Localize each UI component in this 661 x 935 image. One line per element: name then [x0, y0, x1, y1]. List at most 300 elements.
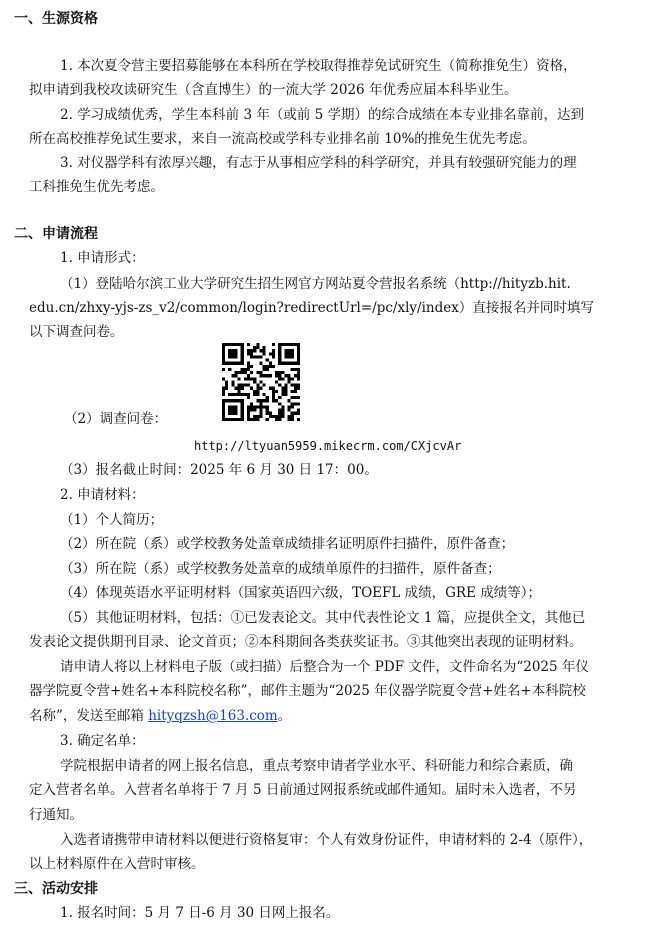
qr-module: [284, 374, 287, 377]
qr-module: [241, 412, 244, 415]
qr-module: [222, 352, 225, 355]
paragraph-line: 请申请人将以上材料电子版（或扫描）后整合为一个 PDF 文件，文件命名为“2025 年仪: [60, 659, 589, 675]
qr-module: [228, 418, 231, 421]
qr-module: [263, 368, 266, 371]
qr-module: [291, 355, 294, 358]
section-heading-eligibility: 一、生源资格: [14, 11, 98, 27]
qr-module: [222, 412, 225, 415]
qr-module: [259, 349, 262, 352]
paragraph-line: 2. 学习成绩优秀，学生本科前 3 年（或前 5 学期）的综合成绩在本专业排名靠前，达到: [60, 107, 585, 123]
qr-module: [231, 393, 234, 396]
qr-module: [238, 390, 241, 393]
qr-module: [269, 374, 272, 377]
qr-module: [244, 368, 247, 371]
qr-module: [297, 418, 300, 421]
paragraph-line: 工科推免生优先考虑。: [29, 179, 164, 195]
qr-module: [234, 349, 237, 352]
paragraph-line: （1）登陆哈尔滨工业大学研究生招生网官方网站夏令营报名系统（http://hityzb.hit.: [60, 276, 571, 292]
qr-module: [228, 343, 231, 346]
deadline-line: （3）报名截止时间：2025 年 6 月 30 日 17：00。: [60, 462, 378, 478]
qr-module: [275, 390, 278, 393]
qr-module: [256, 393, 259, 396]
qr-module: [256, 418, 259, 421]
qr-module: [222, 418, 225, 421]
qr-module: [222, 387, 225, 390]
qr-module: [244, 393, 247, 396]
qr-module: [234, 352, 237, 355]
qr-module: [266, 365, 269, 368]
qr-module: [228, 368, 231, 371]
qr-module: [241, 393, 244, 396]
paragraph-line: 1. 报名时间：5 月 7 日-6 月 30 日网上报名。: [60, 905, 340, 921]
qr-module: [272, 393, 275, 396]
qr-module: [281, 393, 284, 396]
qr-module: [250, 349, 253, 352]
qr-module: [288, 380, 291, 383]
submission-text: 名称”，发送至邮箱: [29, 708, 149, 724]
qr-module: [297, 387, 300, 390]
qr-module: [234, 355, 237, 358]
qr-module: [247, 343, 250, 346]
qr-module: [291, 362, 294, 365]
paragraph-line: 以下调查问卷。: [29, 324, 124, 340]
qr-module: [272, 343, 275, 346]
qr-module: [272, 349, 275, 352]
subsection-title: 3. 确定名单：: [60, 733, 145, 749]
qr-module: [231, 405, 234, 408]
section-heading-application-process: 二、申请流程: [14, 226, 98, 242]
qr-module: [263, 374, 266, 377]
material-item: （2）所在院（系）或学校教务处盖章成绩排名证明原件扫描件，原件备查；: [60, 536, 515, 552]
qr-module: [250, 377, 253, 380]
material-item: （4）体现英语水平证明材料（国家英语四六级，TOEFL 成绩，GRE 成绩等）；: [60, 585, 541, 601]
qr-module: [247, 362, 250, 365]
qr-module: [288, 418, 291, 421]
qr-module: [278, 415, 281, 418]
qr-module: [278, 362, 281, 365]
qr-module: [278, 349, 281, 352]
qr-module: [222, 343, 225, 346]
qr-module: [241, 384, 244, 387]
qr-module: [241, 362, 244, 365]
submission-text: 。: [277, 708, 292, 724]
qr-module: [281, 362, 284, 365]
qr-module: [266, 374, 269, 377]
qr-module: [231, 349, 234, 352]
qr-module: [244, 384, 247, 387]
qr-module: [234, 371, 237, 374]
qr-module: [256, 343, 259, 346]
qr-module: [222, 409, 225, 412]
qr-module: [241, 405, 244, 408]
qr-module: [247, 393, 250, 396]
qr-module: [269, 415, 272, 418]
qr-module: [238, 384, 241, 387]
paragraph-line: 3. 对仪器学科有浓厚兴趣，有志于从事相应学科的科学研究，并具有较强研究能力的理: [60, 155, 577, 171]
qr-module: [291, 396, 294, 399]
qr-module: [238, 393, 241, 396]
qr-module: [222, 393, 225, 396]
qr-module: [228, 412, 231, 415]
qr-module: [241, 349, 244, 352]
qr-module: [259, 405, 262, 408]
qr-module: [284, 362, 287, 365]
qr-module: [256, 415, 259, 418]
qr-module: [266, 399, 269, 402]
qr-module: [291, 415, 294, 418]
qr-module: [231, 412, 234, 415]
qr-module: [250, 352, 253, 355]
qr-module: [291, 390, 294, 393]
qr-module: [297, 371, 300, 374]
qr-module: [291, 412, 294, 415]
qr-module: [278, 343, 281, 346]
qr-module: [272, 399, 275, 402]
qr-module: [247, 412, 250, 415]
qr-module: [247, 374, 250, 377]
qr-module: [263, 384, 266, 387]
qr-module: [278, 352, 281, 355]
qr-module: [250, 405, 253, 408]
qr-module: [225, 384, 228, 387]
qr-module: [253, 377, 256, 380]
qr-module: [278, 359, 281, 362]
qr-module: [281, 405, 284, 408]
qr-module: [275, 415, 278, 418]
qr-module: [259, 374, 262, 377]
qr-module: [272, 387, 275, 390]
qr-module: [231, 352, 234, 355]
qr-module: [284, 393, 287, 396]
qr-module: [263, 346, 266, 349]
qr-module: [253, 390, 256, 393]
qr-module: [241, 402, 244, 405]
material-item: 发表论文提供期刊目录、论文首页；②本科期间各类获奖证书。③其他突出表现的证明材料。: [29, 634, 583, 650]
qr-module: [297, 343, 300, 346]
qr-module: [225, 380, 228, 383]
qr-module: [244, 371, 247, 374]
paragraph-line: 1. 本次夏令营主要招募能够在本科所在学校取得推荐免试研究生（简称推免生）资格，: [60, 58, 577, 74]
qr-module: [297, 402, 300, 405]
qr-module: [281, 412, 284, 415]
paragraph-line: 器学院夏令营+姓名+本科院校名称”，邮件主题为“2025 年仪器学院夏令营+姓名+本科院校: [29, 683, 586, 699]
paragraph-line: 定入营者名单。入营者名单将于 7 月 5 日前通过网报系统或邮件通知。届时未入选者，不另: [29, 782, 577, 798]
qr-module: [288, 374, 291, 377]
qr-module: [278, 355, 281, 358]
qr-module: [281, 409, 284, 412]
qr-module: [250, 402, 253, 405]
qr-module: [294, 374, 297, 377]
qr-module: [266, 359, 269, 362]
qr-module: [256, 346, 259, 349]
paragraph-line: 拟申请到我校攻读研究生（含直博生）的一流大学 2026 年优秀应届本科毕业生。: [29, 82, 518, 98]
qr-module: [278, 371, 281, 374]
qr-module: [222, 402, 225, 405]
email-link[interactable]: hityqzsh@163.com: [148, 708, 278, 724]
qr-module: [247, 418, 250, 421]
qr-module: [256, 384, 259, 387]
qr-module: [231, 343, 234, 346]
qr-module: [234, 399, 237, 402]
qr-module: [247, 377, 250, 380]
qr-module: [288, 362, 291, 365]
qr-module: [288, 349, 291, 352]
qr-module: [256, 387, 259, 390]
qr-module: [291, 405, 294, 408]
qr-module: [222, 346, 225, 349]
qr-module: [234, 374, 237, 377]
qr-module: [222, 390, 225, 393]
qr-module: [297, 396, 300, 399]
qr-module: [259, 415, 262, 418]
qr-module: [272, 365, 275, 368]
qr-module: [294, 368, 297, 371]
qr-module: [266, 412, 269, 415]
qr-module: [288, 409, 291, 412]
subsection-title: 2. 申请材料：: [60, 487, 145, 503]
qr-module: [228, 405, 231, 408]
qr-module: [247, 349, 250, 352]
qr-module: [263, 365, 266, 368]
qr-module: [294, 412, 297, 415]
qr-module: [275, 399, 278, 402]
qr-module: [266, 418, 269, 421]
qr-module: [250, 355, 253, 358]
qr-module: [272, 415, 275, 418]
qr-module: [284, 390, 287, 393]
qr-module: [297, 346, 300, 349]
qr-module: [228, 355, 231, 358]
paragraph-line: 学院根据申请者的网上报名信息，重点考察申请者学业水平、科研能力和综合素质，确: [60, 758, 573, 774]
qr-module: [250, 387, 253, 390]
qr-module: [294, 362, 297, 365]
qr-module: [291, 377, 294, 380]
qr-module: [278, 412, 281, 415]
qr-module: [253, 409, 256, 412]
qr-module: [284, 349, 287, 352]
qr-module: [259, 402, 262, 405]
survey-label: （2）调查问卷：: [64, 411, 168, 427]
paragraph-line: 行通知。: [29, 807, 83, 823]
qr-module: [253, 380, 256, 383]
qr-module: [278, 396, 281, 399]
qr-module: [247, 415, 250, 418]
qr-module: [234, 409, 237, 412]
qr-module: [253, 355, 256, 358]
qr-module: [288, 377, 291, 380]
qr-module: [297, 374, 300, 377]
qr-module: [291, 368, 294, 371]
qr-module: [297, 349, 300, 352]
qr-module: [222, 368, 225, 371]
qr-module: [247, 368, 250, 371]
qr-module: [241, 352, 244, 355]
qr-module: [278, 409, 281, 412]
qr-module: [241, 368, 244, 371]
qr-module: [294, 390, 297, 393]
qr-module: [259, 412, 262, 415]
qr-module: [222, 362, 225, 365]
qr-module: [259, 355, 262, 358]
qr-module: [241, 346, 244, 349]
qr-module: [238, 377, 241, 380]
qr-module: [288, 355, 291, 358]
qr-module: [269, 365, 272, 368]
qr-module: [259, 380, 262, 383]
qr-module: [278, 346, 281, 349]
qr-module: [241, 418, 244, 421]
material-item: （5）其他证明材料，包括：①已发表论文。其中代表性论文 1 篇，应提供全文，其他已: [60, 610, 586, 626]
qr-module: [278, 402, 281, 405]
qr-module: [281, 377, 284, 380]
qr-module: [275, 418, 278, 421]
qr-module: [222, 405, 225, 408]
qr-module: [225, 418, 228, 421]
qr-module: [288, 415, 291, 418]
qr-module: [278, 384, 281, 387]
qr-module: [263, 399, 266, 402]
qr-module: [294, 402, 297, 405]
qr-module: [256, 371, 259, 374]
paragraph-line: [29, 706, 291, 726]
qr-module: [266, 405, 269, 408]
qr-module: [253, 415, 256, 418]
qr-module: [228, 409, 231, 412]
qr-module: [234, 418, 237, 421]
qr-module: [266, 396, 269, 399]
qr-module: [256, 405, 259, 408]
qr-module: [234, 405, 237, 408]
qr-module: [247, 365, 250, 368]
qr-module: [256, 399, 259, 402]
qr-module: [231, 374, 234, 377]
qr-module: [278, 377, 281, 380]
qr-module: [238, 362, 241, 365]
qr-module: [241, 415, 244, 418]
paragraph-line: 入选者请携带申请材料以便进行资格复审：个人有效身份证件，申请材料的 2-4（原件），: [60, 832, 593, 848]
qr-module: [241, 359, 244, 362]
qr-module: [288, 399, 291, 402]
qr-module: [297, 377, 300, 380]
qr-module: [291, 384, 294, 387]
qr-module: [263, 393, 266, 396]
qr-module: [241, 399, 244, 402]
qr-module: [222, 399, 225, 402]
qr-module: [297, 352, 300, 355]
qr-module: [259, 409, 262, 412]
qr-module: [222, 359, 225, 362]
qr-module: [284, 387, 287, 390]
qr-module: [275, 374, 278, 377]
qr-module: [225, 387, 228, 390]
qr-module: [263, 405, 266, 408]
qr-module: [234, 393, 237, 396]
qr-module: [244, 377, 247, 380]
qr-module: [241, 409, 244, 412]
qr-module: [225, 343, 228, 346]
qr-module: [228, 393, 231, 396]
qr-module: [222, 377, 225, 380]
qr-module: [263, 352, 266, 355]
qr-module: [228, 352, 231, 355]
qr-module: [291, 352, 294, 355]
qr-module: [288, 352, 291, 355]
qr-module: [222, 415, 225, 418]
qr-module: [259, 387, 262, 390]
qr-module: [272, 396, 275, 399]
qr-module: [281, 387, 284, 390]
qr-module: [278, 374, 281, 377]
qr-module: [234, 412, 237, 415]
qr-module: [297, 362, 300, 365]
qr-module: [247, 384, 250, 387]
qr-module: [259, 399, 262, 402]
qr-module: [253, 349, 256, 352]
qr-module: [228, 349, 231, 352]
qr-module: [294, 343, 297, 346]
qr-module: [228, 399, 231, 402]
qr-module: [272, 390, 275, 393]
qr-module: [291, 349, 294, 352]
qr-module: [281, 390, 284, 393]
qr-module: [266, 368, 269, 371]
qr-module: [297, 409, 300, 412]
qr-module: [288, 343, 291, 346]
qr-module: [259, 362, 262, 365]
qr-module: [238, 343, 241, 346]
qr-module: [297, 412, 300, 415]
qr-module: [294, 384, 297, 387]
qr-module: [238, 418, 241, 421]
qr-module: [253, 393, 256, 396]
qr-module: [231, 384, 234, 387]
qr-module: [288, 405, 291, 408]
qr-module: [247, 396, 250, 399]
qr-module: [253, 418, 256, 421]
qr-module: [275, 371, 278, 374]
qr-module: [231, 362, 234, 365]
qr-module: [231, 409, 234, 412]
qr-module: [241, 355, 244, 358]
qr-module: [241, 371, 244, 374]
qr-module: [241, 343, 244, 346]
qr-module: [263, 349, 266, 352]
survey-url: http://ltyuan5959.mikecrm.com/CXjcvAr: [194, 439, 462, 453]
qr-code-icon: [222, 343, 300, 421]
qr-module: [294, 387, 297, 390]
qr-module: [294, 396, 297, 399]
qr-module: [272, 352, 275, 355]
qr-module: [297, 384, 300, 387]
qr-module: [234, 387, 237, 390]
qr-module: [259, 371, 262, 374]
material-item: （1）个人简历；: [60, 512, 164, 528]
qr-module: [284, 355, 287, 358]
qr-module: [234, 362, 237, 365]
qr-module: [269, 412, 272, 415]
qr-module: [250, 409, 253, 412]
qr-module: [269, 352, 272, 355]
qr-module: [253, 405, 256, 408]
qr-module: [269, 362, 272, 365]
paragraph-line: 以上材料原件在入营时审核。: [29, 856, 205, 872]
qr-module: [291, 418, 294, 421]
qr-module: [231, 355, 234, 358]
material-item: （3）所在院（系）或学校教务处盖章的成绩单原件的扫描件，原件备查；: [60, 561, 501, 577]
qr-module: [275, 380, 278, 383]
qr-module: [238, 399, 241, 402]
qr-module: [284, 384, 287, 387]
